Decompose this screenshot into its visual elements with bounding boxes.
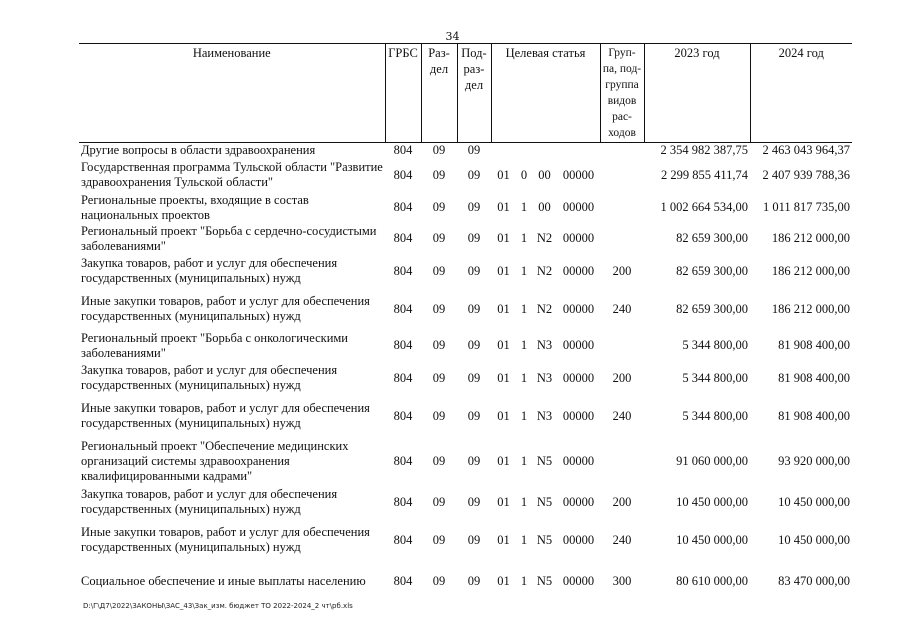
table-row bbox=[79, 254, 852, 288]
row-amount-2023: 2 299 855 411,74 bbox=[660, 167, 748, 182]
row-target-direction: N3 bbox=[536, 408, 553, 423]
row-target-program: 01 bbox=[497, 301, 510, 316]
header-name: Наименование bbox=[79, 44, 385, 143]
row-target-subprogram: 1 bbox=[520, 408, 528, 423]
row-grbs: 804 bbox=[393, 200, 413, 214]
row-amount-2023: 2 354 982 387,75 bbox=[660, 143, 748, 157]
row-amount-2024: 186 212 000,00 bbox=[771, 263, 850, 278]
footer-file-path: D:\Г\Д7\2022\ЗАКОНЫ\ЗАС_43\Зак_изм. бюджет ТО 2022-2024_2 чт\рб.xls bbox=[83, 602, 353, 610]
row-name: Другие вопросы в области здравоохранения bbox=[81, 143, 316, 157]
row-amount-2024: 186 212 000,00 bbox=[771, 231, 850, 245]
row-target-program: 01 bbox=[497, 494, 510, 509]
row-expense-group: 240 bbox=[612, 301, 632, 316]
row-target-code: 00000 bbox=[562, 231, 595, 245]
row-amount-2024: 2 407 939 788,36 bbox=[762, 167, 850, 182]
row-amount-2023: 1 002 664 534,00 bbox=[660, 200, 748, 214]
table-row bbox=[79, 395, 852, 437]
table-row bbox=[79, 330, 852, 361]
row-grbs: 804 bbox=[393, 338, 413, 352]
row-target-subprogram: 1 bbox=[520, 263, 528, 278]
row-expense-group bbox=[600, 158, 644, 192]
row-target-direction: N3 bbox=[536, 338, 553, 352]
row-grbs: 804 bbox=[393, 494, 413, 509]
row-razdel: 09 bbox=[432, 532, 446, 547]
row-target-direction: N3 bbox=[536, 370, 553, 385]
row-name: Иные закупки товаров, работ и услуг для обеспечения государственных (муниципальных) нужд bbox=[81, 525, 370, 554]
row-amount-2024: 93 920 000,00 bbox=[778, 453, 850, 468]
row-target-program: 01 bbox=[497, 573, 510, 588]
row-grbs: 804 bbox=[393, 263, 413, 278]
row-target-direction: N5 bbox=[536, 532, 553, 547]
row-grbs: 804 bbox=[393, 408, 413, 423]
row-podrazdel: 09 bbox=[467, 301, 481, 316]
header-target-article: Целевая статья bbox=[491, 44, 600, 143]
row-razdel: 09 bbox=[432, 573, 446, 588]
row-podrazdel: 09 bbox=[467, 167, 481, 182]
table-row bbox=[79, 158, 852, 192]
header-expense-group: Груп- па, под- группа видов рас- ходов bbox=[600, 44, 644, 143]
row-name: Иные закупки товаров, работ и услуг для обеспечения государственных (муниципальных) нужд bbox=[81, 401, 370, 430]
table-row bbox=[79, 519, 852, 561]
row-expense-group: 200 bbox=[612, 494, 632, 509]
row-target-program: 01 bbox=[497, 370, 510, 385]
row-amount-2023: 82 659 300,00 bbox=[676, 301, 748, 316]
header-year-2024: 2024 год bbox=[750, 44, 852, 143]
row-expense-group bbox=[600, 437, 644, 485]
row-target-code: 00000 bbox=[562, 532, 595, 547]
table-body bbox=[79, 143, 852, 602]
row-podrazdel: 09 bbox=[467, 532, 481, 547]
row-name: Региональные проекты, входящие в состав национальных проектов bbox=[81, 192, 309, 222]
row-razdel: 09 bbox=[432, 143, 446, 157]
page-number: 34 bbox=[445, 30, 460, 43]
row-target-program: 01 bbox=[497, 532, 510, 547]
row-target-program: 01 bbox=[497, 167, 510, 182]
row-name: Иные закупки товаров, работ и услуг для обеспечения государственных (муниципальных) нужд bbox=[81, 294, 370, 323]
row-podrazdel: 09 bbox=[467, 263, 481, 278]
row-target-subprogram: 1 bbox=[520, 532, 528, 547]
header-year-2023: 2023 год bbox=[644, 44, 750, 143]
row-target-code: 00000 bbox=[562, 370, 595, 385]
row-amount-2024: 186 212 000,00 bbox=[771, 301, 850, 316]
row-amount-2024: 81 908 400,00 bbox=[778, 408, 850, 423]
row-target-code: 00000 bbox=[562, 338, 595, 352]
row-amount-2023: 82 659 300,00 bbox=[676, 263, 748, 278]
row-target-code: 00000 bbox=[562, 301, 595, 316]
row-target-subprogram: 1 bbox=[520, 338, 528, 352]
row-amount-2024: 10 450 000,00 bbox=[778, 532, 850, 547]
row-target-subprogram: 0 bbox=[520, 167, 528, 182]
header-grbs: ГРБС bbox=[385, 44, 421, 143]
row-grbs: 804 bbox=[393, 453, 413, 468]
row-target-code bbox=[557, 143, 600, 159]
row-name: Закупка товаров, работ и услуг для обеспечения государственных (муниципальных) нужд bbox=[81, 487, 338, 516]
row-target-code: 00000 bbox=[562, 167, 595, 182]
budget-table bbox=[79, 43, 852, 601]
row-amount-2024: 10 450 000,00 bbox=[778, 494, 850, 509]
row-target-subprogram: 1 bbox=[520, 573, 528, 588]
row-razdel: 09 bbox=[432, 263, 446, 278]
row-razdel: 09 bbox=[432, 167, 446, 182]
row-target-program: 01 bbox=[497, 338, 510, 352]
row-target-direction: 00 bbox=[538, 200, 551, 214]
row-razdel: 09 bbox=[432, 370, 446, 385]
row-target-program: 01 bbox=[497, 231, 510, 245]
row-name: Региональный проект "Борьба с онкологическими заболеваниями" bbox=[81, 330, 348, 360]
row-name: Закупка товаров, работ и услуг для обеспечения государственных (муниципальных) нужд bbox=[81, 256, 338, 285]
row-razdel: 09 bbox=[432, 231, 446, 245]
row-podrazdel: 09 bbox=[467, 370, 481, 385]
row-target-direction: N2 bbox=[536, 301, 553, 316]
row-target-subprogram: 1 bbox=[520, 453, 528, 468]
row-grbs: 804 bbox=[393, 231, 413, 245]
row-razdel: 09 bbox=[432, 494, 446, 509]
row-name: Государственная программа Тульской области "Развитие здравоохранения Тульской области" bbox=[81, 160, 383, 189]
row-amount-2023: 5 344 800,00 bbox=[682, 338, 748, 352]
row-grbs: 804 bbox=[393, 370, 413, 385]
row-expense-group bbox=[600, 192, 644, 223]
table-row bbox=[79, 288, 852, 330]
row-grbs: 804 bbox=[393, 167, 413, 182]
row-grbs: 804 bbox=[393, 143, 413, 157]
row-target-program: 01 bbox=[497, 263, 510, 278]
row-expense-group: 240 bbox=[612, 408, 632, 423]
row-target-direction: N5 bbox=[536, 453, 553, 468]
row-podrazdel: 09 bbox=[467, 494, 481, 509]
header-razdel: Раз- дел bbox=[421, 44, 457, 143]
row-target-subprogram: 1 bbox=[520, 200, 528, 214]
row-amount-2024: 2 463 043 964,37 bbox=[762, 143, 850, 157]
row-name: Закупка товаров, работ и услуг для обеспечения государственных (муниципальных) нужд bbox=[81, 363, 338, 392]
row-grbs: 804 bbox=[393, 301, 413, 316]
table-row bbox=[79, 485, 852, 519]
row-grbs: 804 bbox=[393, 532, 413, 547]
row-target-subprogram bbox=[516, 143, 532, 159]
row-amount-2024: 81 908 400,00 bbox=[778, 370, 850, 385]
row-podrazdel: 09 bbox=[467, 200, 481, 214]
row-target-direction: N2 bbox=[536, 263, 553, 278]
row-amount-2024: 81 908 400,00 bbox=[778, 338, 850, 352]
row-podrazdel: 09 bbox=[467, 143, 481, 157]
row-razdel: 09 bbox=[432, 408, 446, 423]
row-expense-group: 240 bbox=[612, 532, 632, 547]
row-expense-group: 200 bbox=[612, 263, 632, 278]
table-row bbox=[79, 437, 852, 485]
row-target-direction: N2 bbox=[536, 231, 553, 245]
row-podrazdel: 09 bbox=[467, 338, 481, 352]
row-expense-group: 200 bbox=[612, 370, 632, 385]
row-target-subprogram: 1 bbox=[520, 370, 528, 385]
table-row bbox=[79, 361, 852, 395]
row-amount-2023: 5 344 800,00 bbox=[682, 408, 748, 423]
row-target-code: 00000 bbox=[562, 494, 595, 509]
row-target-direction: 00 bbox=[538, 167, 551, 182]
row-amount-2023: 10 450 000,00 bbox=[676, 532, 748, 547]
row-name: Региональный проект "Обеспечение медицинских организаций системы здравоохранения квалифицированными кадрами" bbox=[81, 438, 349, 483]
row-target-code: 00000 bbox=[562, 453, 595, 468]
table-header-row bbox=[79, 44, 852, 143]
row-podrazdel: 09 bbox=[467, 453, 481, 468]
row-target-program: 01 bbox=[497, 200, 510, 214]
row-expense-group: 300 bbox=[612, 573, 632, 588]
row-target-program: 01 bbox=[497, 453, 510, 468]
row-target-code: 00000 bbox=[562, 200, 595, 214]
row-amount-2023: 80 610 000,00 bbox=[676, 573, 748, 588]
row-target-subprogram: 1 bbox=[520, 301, 528, 316]
row-target-code: 00000 bbox=[562, 408, 595, 423]
row-target-program bbox=[491, 143, 516, 159]
row-podrazdel: 09 bbox=[467, 573, 481, 588]
row-target-program: 01 bbox=[497, 408, 510, 423]
row-amount-2023: 91 060 000,00 bbox=[676, 453, 748, 468]
row-grbs: 804 bbox=[393, 573, 413, 588]
row-target-subprogram: 1 bbox=[520, 494, 528, 509]
row-name: Региональный проект "Борьба с сердечно-сосудистыми заболеваниями" bbox=[81, 223, 377, 253]
row-target-code: 00000 bbox=[562, 263, 595, 278]
row-razdel: 09 bbox=[432, 338, 446, 352]
row-amount-2024: 83 470 000,00 bbox=[778, 573, 850, 588]
table-row bbox=[79, 223, 852, 254]
row-amount-2023: 10 450 000,00 bbox=[676, 494, 748, 509]
row-target-direction bbox=[532, 143, 557, 159]
table-row bbox=[79, 192, 852, 223]
row-amount-2023: 5 344 800,00 bbox=[682, 370, 748, 385]
row-expense-group bbox=[600, 223, 644, 254]
row-expense-group bbox=[600, 330, 644, 361]
row-target-direction: N5 bbox=[536, 573, 553, 588]
row-podrazdel: 09 bbox=[467, 408, 481, 423]
table-row bbox=[79, 143, 852, 159]
row-razdel: 09 bbox=[432, 301, 446, 316]
row-target-direction: N5 bbox=[536, 494, 553, 509]
table-row bbox=[79, 561, 852, 601]
row-amount-2023: 82 659 300,00 bbox=[676, 231, 748, 245]
row-target-subprogram: 1 bbox=[520, 231, 528, 245]
row-name: Социальное обеспечение и иные выплаты населению bbox=[81, 573, 366, 588]
row-razdel: 09 bbox=[432, 200, 446, 214]
row-target-code: 00000 bbox=[562, 573, 595, 588]
row-podrazdel: 09 bbox=[467, 231, 481, 245]
row-razdel: 09 bbox=[432, 453, 446, 468]
row-expense-group bbox=[600, 143, 644, 159]
row-amount-2024: 1 011 817 735,00 bbox=[762, 200, 850, 214]
header-podrazdel: Под- раз- дел bbox=[457, 44, 491, 143]
